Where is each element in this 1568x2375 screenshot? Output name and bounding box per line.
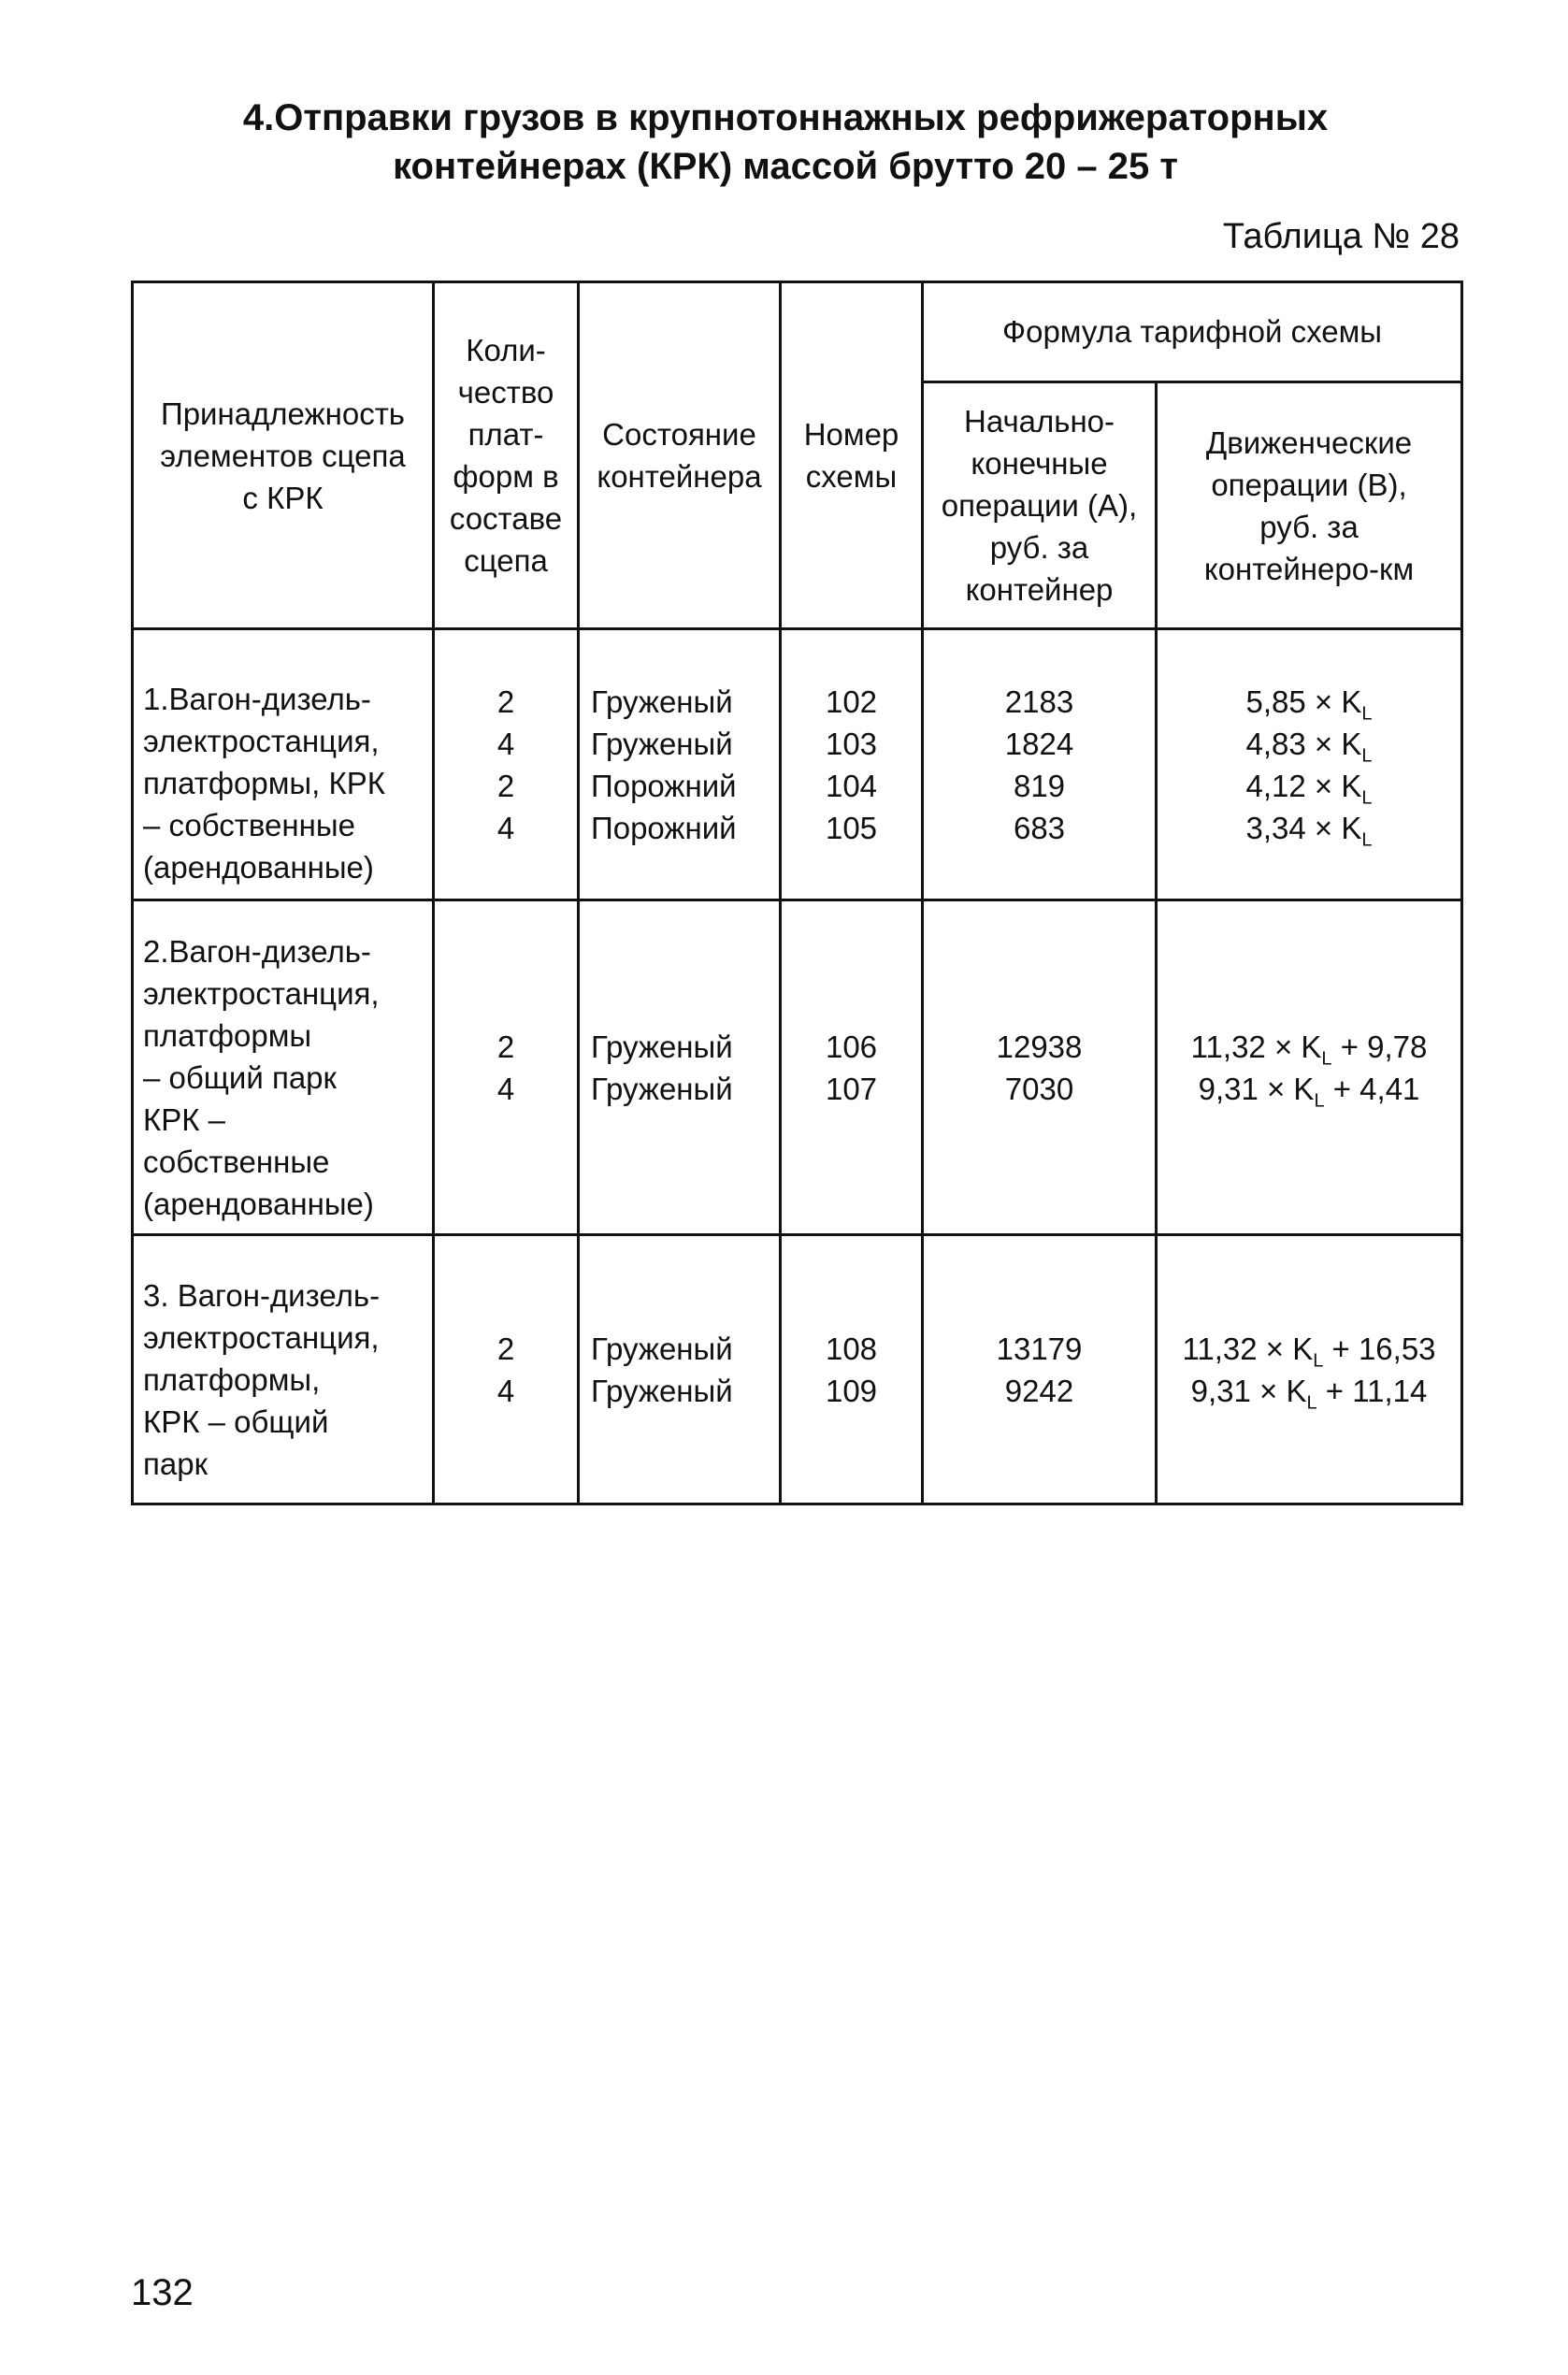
group-belonging: 3. Вагон-дизель- электростанция, платформы, КРК – общий парк <box>133 1235 434 1504</box>
movement-operations-cell <box>1157 1235 1462 1504</box>
group-belonging: 1.Вагон-дизель- электростанция, платформы, КРК – собственные (арендованные) <box>133 629 434 900</box>
scheme-number-cell: 108 109 <box>781 1235 923 1504</box>
tariff-table <box>131 281 1463 1505</box>
formula: $3,34 \times K_L$ <box>1245 810 1373 851</box>
platform-count-cell: 2 4 <box>434 900 579 1235</box>
initial-operations-cell: 2183 1824 819 683 <box>923 629 1157 900</box>
table-number-label: Таблица № 28 <box>1222 217 1460 256</box>
title-line-1: 4.Отправки грузов в крупнотоннажных рефрижераторных <box>242 97 1329 138</box>
container-state-cell: Груженый Груженый <box>579 900 781 1235</box>
table-row <box>133 1235 1462 1504</box>
scheme-number-cell: 102 103 104 105 <box>781 629 923 900</box>
scheme-number-cell: 106 107 <box>781 900 923 1235</box>
formula: $4,83 \times K_L$ <box>1245 726 1373 767</box>
platform-count-cell: 2 4 2 4 <box>434 629 579 900</box>
page-title <box>131 94 1440 191</box>
movement-operations-cell <box>1157 629 1462 900</box>
table-row <box>133 629 1462 900</box>
movement-operations-cell <box>1157 900 1462 1235</box>
container-state-cell: Груженый Груженый <box>579 1235 781 1504</box>
header-scheme-number: Номер схемы <box>781 282 923 629</box>
header-belonging: Принадлежность элементов сцепа с КРК <box>133 282 434 629</box>
header-container-state: Состояние контейнера <box>579 282 781 629</box>
formula: $4,12 \times K_L$ <box>1245 768 1373 809</box>
platform-count-cell: 2 4 <box>434 1235 579 1504</box>
header-tariff-formula: Формула тарифной схемы <box>923 282 1462 382</box>
formula: $11,32 \times K_L + 16,53$ <box>1182 1331 1436 1372</box>
page-number: 132 <box>131 2272 194 2313</box>
formula: $9,31 \times K_L + 4,41$ <box>1198 1071 1420 1112</box>
title-line-2: контейнерах (КРК) массой брутто 20 – 25 т <box>393 146 1178 187</box>
header-initial-final-operations: Начально- конечные операции (А), руб. за контейнер <box>923 382 1157 629</box>
container-state-cell: Груженый Груженый Порожний Порожний <box>579 629 781 900</box>
header-movement-operations: Движенческие операции (В), руб. за контейнеро-км <box>1157 382 1462 629</box>
initial-operations-cell: 12938 7030 <box>923 900 1157 1235</box>
formula: $11,32 \times K_L + 9,78$ <box>1190 1029 1428 1070</box>
formula: $9,31 \times K_L + 11,14$ <box>1190 1373 1428 1414</box>
group-belonging: 2.Вагон-дизель- электростанция, платформы – общий парк КРК – собственные (арендованные) <box>133 900 434 1235</box>
table-row <box>133 900 1462 1235</box>
formula: $5,85 \times K_L$ <box>1245 684 1373 725</box>
header-platform-count: Коли- чество плат- форм в составе сцепа <box>434 282 579 629</box>
initial-operations-cell: 13179 9242 <box>923 1235 1157 1504</box>
